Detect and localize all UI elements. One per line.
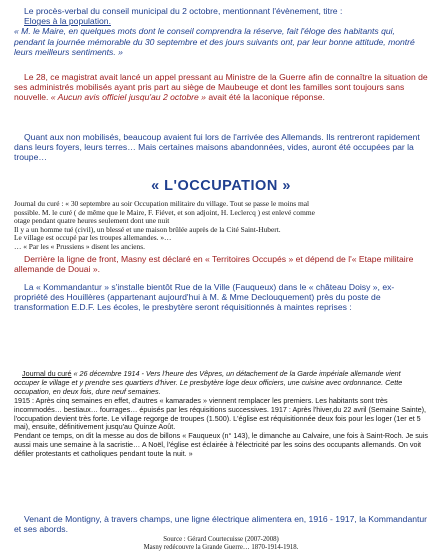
journal2-paragraph-2: 1915 : Après cinq semaines en effet, d'autres « kamarades » viennent remplacer les premiers. Les habitants sont très incommodés… bestiaux… fourrages… épuisés par les réquisitions successives. 1917 : Après l'hiver,du 22 avril (Semaine Sainte), l'occupation devient très forte. Le village regorge de troupes (1.500). L'église est réquisitionnée deux fois pour les loger (1er et 5 mai), ensuite, définitivement jusqu'au Quinze Août. [14,395,427,432]
journal1-line: possible. M. le curé ( de même que le Maire, F. Fiévet, et son adjoint, H. Leclercq ) est enlevé comme [14,207,315,217]
journal1-line: … « Par les « Prussiens » disent les anciens. [14,241,145,251]
exodus-section [14,132,428,163]
appeal-text: Le 28, ce magistrat avait lancé un appel pressant au Ministre de la Guerre afin de connaître la situation de ses administrés mobilisés ayant pris part au siège de Maubeuge et dont les familles sont toujours sans nouvelle. [14,72,428,103]
appeal-paragraph [14,72,428,103]
journal-entry-1 [14,200,428,251]
intro-line: Le procès-verbal du conseil municipal du 2 octobre, mentionnant l'évènement, titre : [24,6,343,16]
exodus-paragraph: Quant aux non mobilisés, beaucoup avaient fui lors de l'arrivée des Allemands. Ils rentreront rapidement dans leurs foyers, leurs terres… Mais certaines maisons abandonnées, vides, auront été occupées par la troupe… [14,132,420,163]
journal1-line: Journal du curé : « 30 septembre au soir Occupation militaire du village. Tout se passe le moins mal [14,199,310,208]
occupation-heading-wrap [14,178,428,194]
appeal-quote: « Aucun avis officiel jusqu'au 2 octobre » [50,92,206,103]
source-line: Source : Gérard Courtecuisse (2007-2008) [163,536,279,543]
kommandantur-paragraph: La « Kommandantur » s'installe bientôt Rue de la Ville (Fauqueux) dans le « château Doisy », ex-propriété des Houillères (appartenant aujourd'hui à M. & Mme Declouquement) près du poste de transformation E.D.F. Les écoles, le presbytère seront réquisitionnés à maintes reprises : [14,282,395,313]
journal2-paragraph [14,370,428,397]
source-line: Masny redécouvre la Grande Guerre… 1870-1914-1918. [143,544,299,551]
appeal-tail: avait été la laconique réponse. [208,92,325,103]
journal2-paragraph-3: Pendant ce temps, on dit la messe au dos de billons « Fauqueux (n° 143), le dimanche au Calvaire, une fois à Saint-Roch. Je suis aussi mais une semaine à la sacristie… A Noël, l'église est éclairée à l'électricité par les soins des occupants allemands. On voit défiler protestants et catholiques pendant toute la nuit. » [14,431,428,459]
journal2-lead: Journal du curé [22,369,72,378]
montigny-paragraph: Venant de Montigny, à travers champs, une ligne électrique alimentera en, 1916 - 1917, la Kommandantur et ses abords. [14,514,428,535]
front-paragraph: Derrière la ligne de front, Masny est déclaré en « Territoires Occupés » et dépend de l'« Etape militaire allemande de Douai ». [14,254,414,275]
montigny-section [14,514,428,534]
journal1-line: Le village est occupé par les troupes allemandes. »… [14,233,172,242]
occupation-heading: « L'OCCUPATION » [151,178,291,194]
journal1-line: otage pendant quatre heures seulement dont une nuit [14,216,170,225]
journal2-text: « 26 décembre 1914 - Vers l'heure des Vêpres, un détachement de la Garde impériale allemande vient occuper le village et y prendre ses quartiers d'hiver. Le presbytère loge deux officiers, une cuisine avec ordonnance. Cette occupation, en deux fois, dure neuf semaines. [14,369,403,396]
appeal-section [14,72,428,103]
front-section [14,254,428,274]
intro-quote: « M. le Maire, en quelques mots dont le conseil comprendra la réserve, fait l'éloge des habitants qui, pendant la journée mémorable du 30 septembre et des jours suivants ont, par leur bonne attitude, montré leurs meilleurs sentiments. » [14,26,415,57]
intro-section [14,6,428,57]
kommandantur-section [14,282,428,313]
intro-title: Eloges à la population. [24,16,111,27]
journal-entry-2 [14,370,428,459]
journal1-line: Il y a un homme tué (civil), un blessé et une maison brûlée auprès de la Cité Saint-Hubert. [14,224,281,234]
